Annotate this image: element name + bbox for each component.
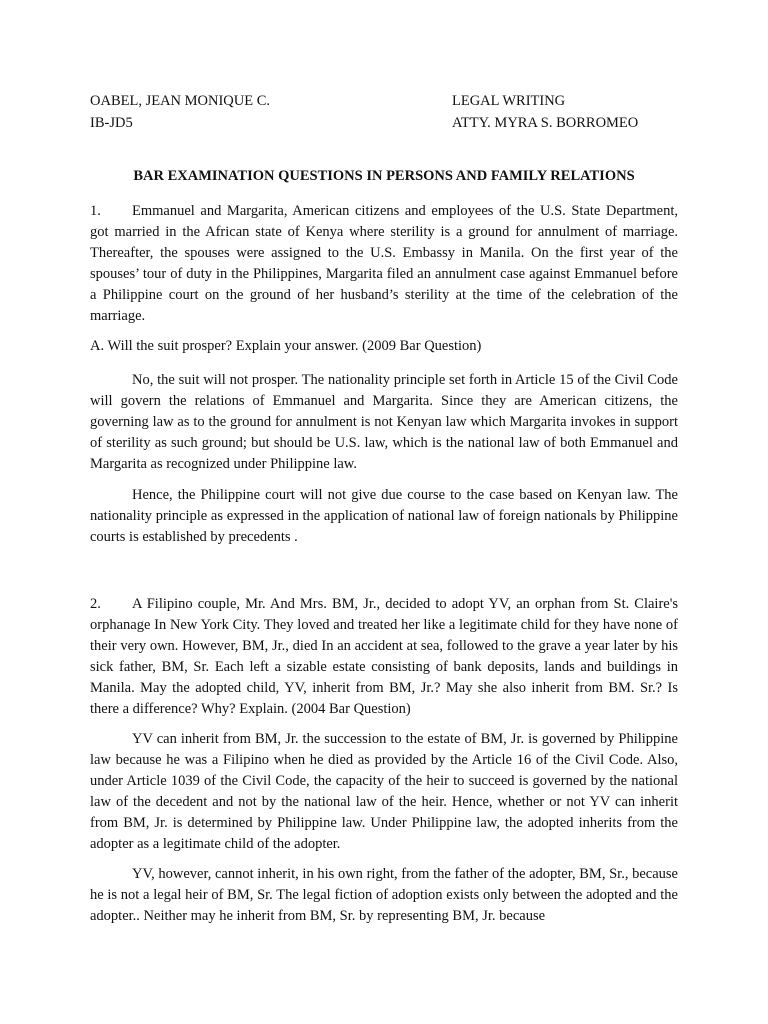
- instructor-name: ATTY. MYRA S. BORROMEO: [452, 115, 639, 131]
- answer-2-paragraph-2: YV, however, cannot inherit, in his own right, from the father of the adopter, BM, Sr., because he is not a legal heir of BM, Sr. The legal fiction of adoption exists only between the adopted and the adopter.. Neither may he inherit from BM, Sr. by representing BM, Jr. because: [90, 866, 678, 924]
- question-1-number: 1.: [90, 203, 101, 219]
- question-1-text: Emmanuel and Margarita, American citizens and employees of the U.S. State Department, got married in the African state of Kenya where sterility is a ground for annulment of marriage. Thereafter, the spouses were assigned to the U.S. Embassy in Manila. On the first year of the spouses’ tour of duty in the Philippines, Margarita filed an annulment case against Emmanuel before a Philippine court on the ground of her husband’s sterility at the time of the celebration of the marriage.: [90, 203, 678, 324]
- course-name: LEGAL WRITING: [452, 93, 566, 109]
- question-2-text: A Filipino couple, Mr. And Mrs. BM, Jr., decided to adopt YV, an orphan from St. Claire's orphanage In New York City. They loved and treated her like a legitimate child for they have none of their very own. However, BM, Jr., died In an accident at sea, followed to the grave a year later by his sick father, BM, Sr. Each left a sizable estate consisting of bank deposits, lands and buildings in Manila. May the adopted child, YV, inherit from BM, Jr.? May she also inherit from BM. Sr.? Is there a difference? Why? Explain. (2004 Bar Question): [90, 596, 678, 717]
- answer-1-paragraph-1: No, the suit will not prosper. The nationality principle set forth in Article 15 of the Civil Code will govern the relations of Emmanuel and Margarita. Since they are American citizens, the governing law as to the ground for annulment is not Kenyan law which Margarita invokes in support of sterility as such ground; but should be U.S. law, which is the national law of both Emmanuel and Margarita as recognized under Philippine law.: [90, 372, 678, 472]
- answer-2-paragraph-1: YV can inherit from BM, Jr. the succession to the estate of BM, Jr. is governed by Philippine law because he was a Filipino when he died as provided by the Article 16 of the Civil Code. Also, under Article 1039 of the Civil Code, the capacity of the heir to succeed is governed by the national law of the decedent and not by the national law of the heir. Hence, whether or not YV can inherit from BM, Jr. is determined by Philippine law. Under Philippine law, the adopted inherits from the adopter as a legitimate child of the adopter.: [90, 731, 678, 852]
- answer-1-paragraph-2: Hence, the Philippine court will not give due course to the case based on Kenyan law. The nationality principle as expressed in the application of national law of foreign nationals by Philippine courts is established by precedents .: [90, 487, 678, 545]
- question-2: [90, 594, 678, 719]
- document-title: BAR EXAMINATION QUESTIONS IN PERSONS AND FAMILY RELATIONS: [133, 168, 635, 184]
- section-code: IB-JD5: [90, 115, 133, 131]
- question-1: [90, 201, 678, 326]
- student-name: OABEL, JEAN MONIQUE C.: [90, 93, 271, 109]
- question-2-number: 2.: [90, 596, 101, 612]
- question-1-sub-question: A. Will the suit prosper? Explain your answer. (2009 Bar Question): [90, 338, 482, 354]
